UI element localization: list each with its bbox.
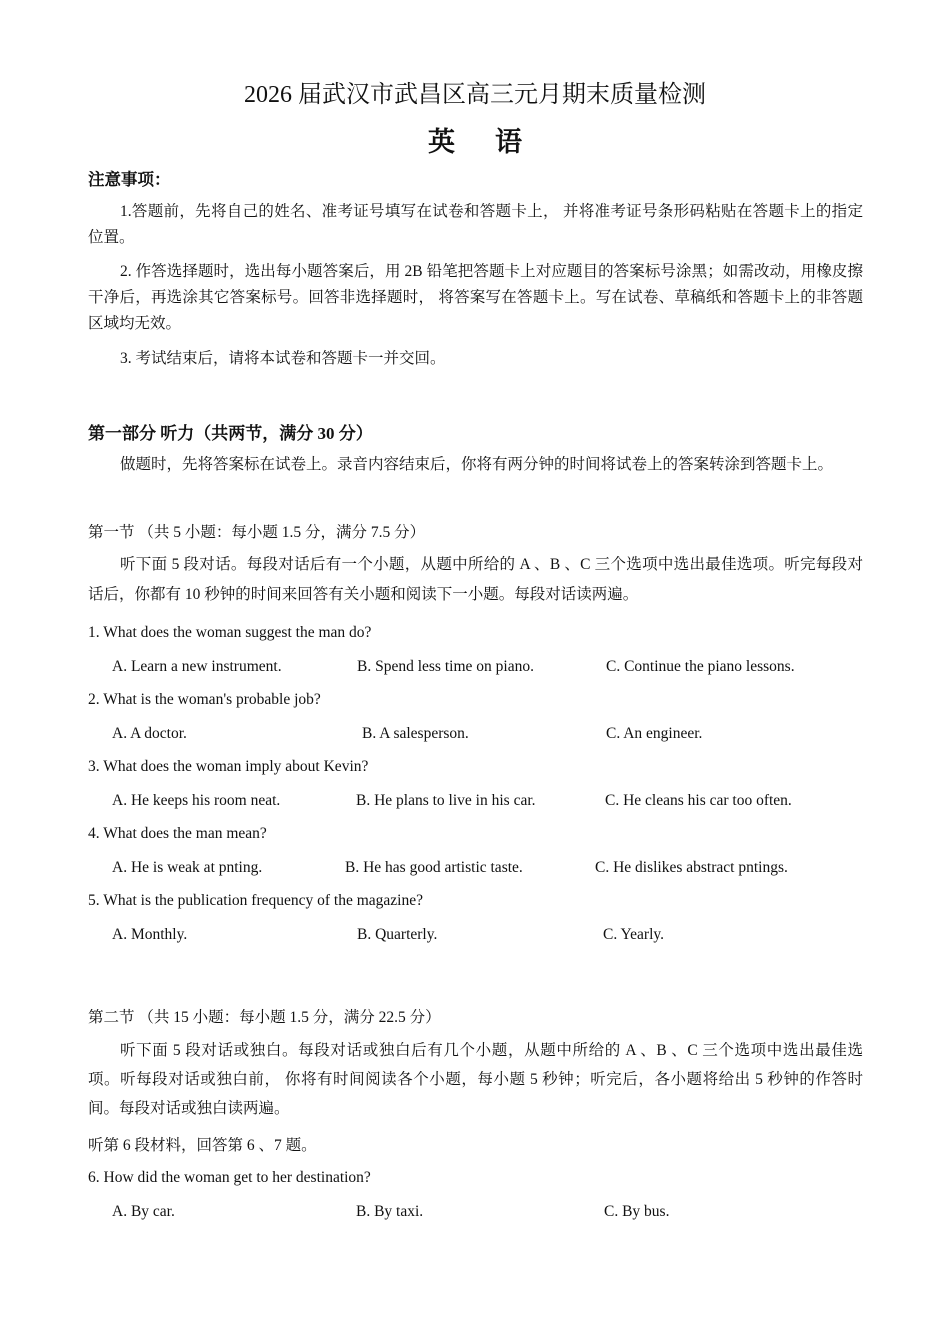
- q6-option-b: B. By taxi.: [356, 1203, 424, 1220]
- subject-title: 英语: [428, 127, 562, 157]
- question-4: 4. What does the man mean?: [88, 825, 267, 842]
- q6-option-a: A. By car.: [112, 1203, 175, 1220]
- question-5: 5. What is the publication frequency of the magazine?: [88, 892, 423, 909]
- q6-option-c: C. By bus.: [604, 1203, 670, 1220]
- section1-instructions: 听下面 5 段对话。每段对话后有一个小题，从题中所给的 A 、B 、C 三个选项中选出最佳选项。听完每段对话后，你都有 10 秒钟的时间来回答有关小题和阅读下一小题。每段对话读两遍。: [88, 556, 863, 603]
- question-3: 3. What does the woman imply about Kevin?: [88, 758, 369, 775]
- q2-option-b: B. A salesperson.: [362, 725, 469, 742]
- note-item-2: 2. 作答选择题时，选出每小题答案后，用 2B 铅笔把答题卡上对应题目的答案标号涂黑；如需改动，用橡皮擦干净后，再选涂其它答案标号。回答非选择题时， 将答案写在答题卡上。写在试卷、草稿纸和答题卡上的非答题区域均无效。: [88, 263, 863, 332]
- question-1: 1. What does the woman suggest the man do?: [88, 624, 372, 641]
- q3-option-b: B. He plans to live in his car.: [356, 792, 536, 809]
- note-item-3: 3. 考试结束后，请将本试卷和答题卡一并交回。: [120, 350, 446, 367]
- q3-option-c: C. He cleans his car too often.: [605, 792, 792, 809]
- part1-intro: 做题时，先将答案标在试卷上。录音内容结束后，你将有两分钟的时间将试卷上的答案转涂到答题卡上。: [120, 456, 834, 473]
- section1-heading: 第一节 （共 5 小题：每小题 1.5 分，满分 7.5 分）: [88, 524, 426, 541]
- q5-option-c: C. Yearly.: [603, 926, 665, 943]
- q3-option-a: A. He keeps his room neat.: [112, 792, 281, 809]
- q1-option-c: C. Continue the piano lessons.: [606, 658, 795, 675]
- question-2: 2. What is the woman's probable job?: [88, 691, 321, 708]
- q5-option-a: A. Monthly.: [112, 926, 188, 943]
- section2-heading: 第二节 （共 15 小题：每小题 1.5 分，满分 22.5 分）: [88, 1009, 441, 1026]
- q5-option-b: B. Quarterly.: [357, 926, 438, 943]
- exam-title: 2026 届武汉市武昌区高三元月期末质量检测: [244, 82, 706, 108]
- material-6-note: 听第 6 段材料，回答第 6 、7 题。: [88, 1137, 317, 1154]
- q1-option-b: B. Spend less time on piano.: [357, 658, 534, 675]
- notes-heading: 注意事项：: [88, 170, 171, 189]
- section2-instructions: 听下面 5 段对话或独白。每段对话或独白后有几个小题，从题中所给的 A 、B 、C 三个选项中选出最佳选项。听每段对话或独白前， 你将有时间阅读各个小题，每小题 5 秒钟；听完后，各小题将给出 5 秒钟的作答时间。每段对话或独白读两遍。: [88, 1042, 863, 1117]
- q4-option-a: A. He is weak at pnting.: [112, 859, 263, 876]
- q4-option-c: C. He dislikes abstract pntings.: [595, 859, 788, 876]
- note-item-1: 1.答题前，先将自己的姓名、准考证号填写在试卷和答题卡上， 并将准考证号条形码粘贴在答题卡上的指定位置。: [88, 203, 863, 246]
- part1-heading: 第一部分 听力（共两节，满分 30 分）: [88, 424, 373, 443]
- q2-option-a: A. A doctor.: [112, 725, 187, 742]
- question-6: 6. How did the woman get to her destination?: [88, 1169, 371, 1186]
- q2-option-c: C. An engineer.: [606, 725, 703, 742]
- q1-option-a: A. Learn a new instrument.: [112, 658, 282, 675]
- q4-option-b: B. He has good artistic taste.: [345, 859, 523, 876]
